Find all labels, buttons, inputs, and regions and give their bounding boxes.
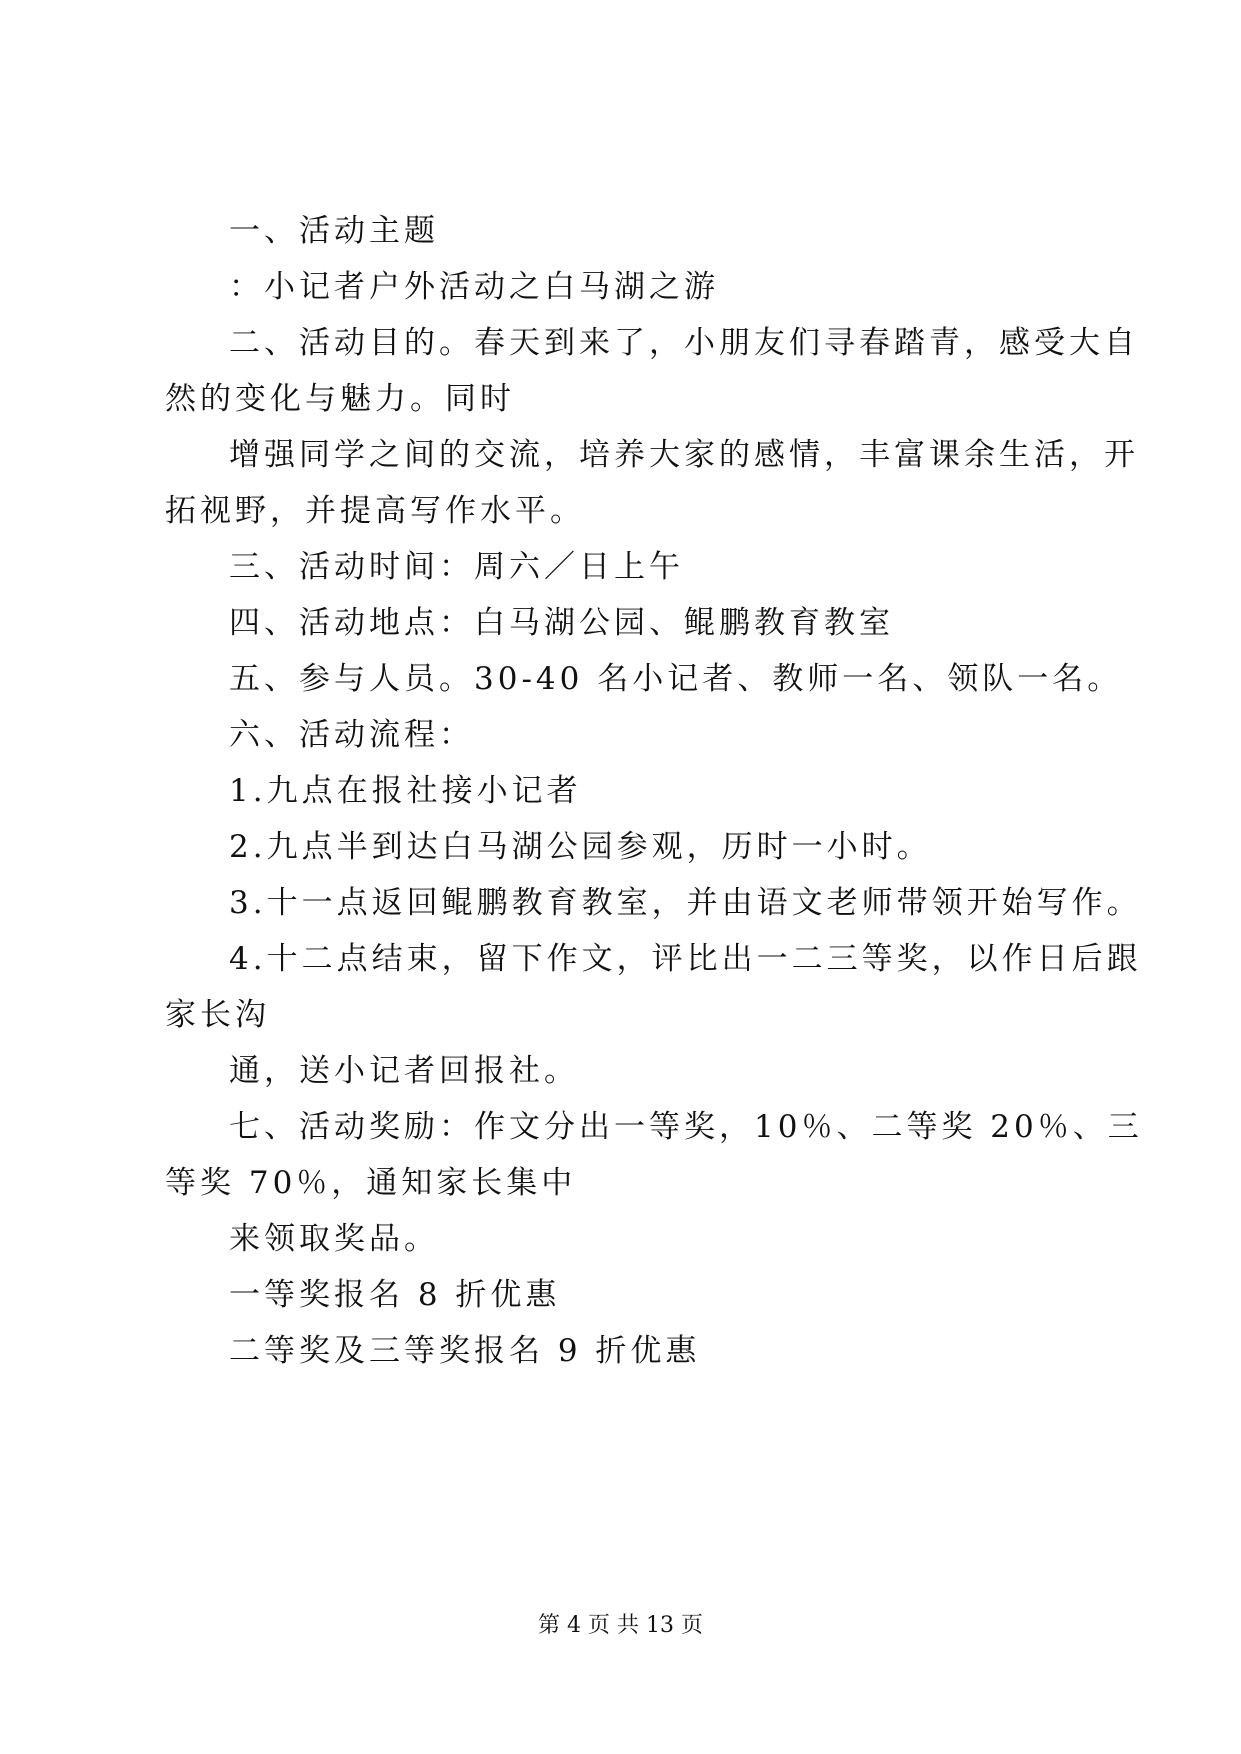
process-step-4-line-2: 家长沟 (165, 997, 270, 1033)
process-step-4-line-1: 4.十二点结束，留下作文，评比出一二三等奖，以作日后跟 (229, 941, 1142, 977)
activity-time: 三、活动时间：周六／日上午 (229, 549, 684, 585)
rewards-line-1: 七、活动奖励：作文分出一等奖，10％、二等奖 20％、三 (229, 1109, 1143, 1145)
process-step-2: 2.九点半到达白马湖公园参观，历时一小时。 (229, 829, 932, 865)
first-prize-discount: 一等奖报名 8 折优惠 (229, 1277, 561, 1313)
section-heading-process: 六、活动流程： (229, 717, 474, 753)
second-third-prize-discount: 二等奖及三等奖报名 9 折优惠 (229, 1333, 701, 1369)
rewards-line-2: 等奖 70％，通知家长集中 (165, 1165, 577, 1201)
purpose-line-1: 二、活动目的。春天到来了，小朋友们寻春踏青，感受大自 (229, 325, 1139, 361)
process-step-1: 1.九点在报社接小记者 (229, 773, 582, 809)
activity-location: 四、活动地点：白马湖公园、鲲鹏教育教室 (229, 605, 894, 641)
purpose-line-4: 拓视野，并提高写作水平。 (165, 493, 585, 529)
rewards-line-3: 来领取奖品。 (229, 1221, 439, 1257)
page-number-footer: 第 4 页 共 13 页 (538, 1613, 703, 1638)
theme-text: ：小记者户外活动之白马湖之游 (229, 269, 719, 305)
participants: 五、参与人员。30-40 名小记者、教师一名、领队一名。 (229, 661, 1123, 697)
purpose-line-3: 增强同学之间的交流，培养大家的感情，丰富课余生活，开 (229, 437, 1139, 473)
process-step-3: 3.十一点返回鲲鹏教育教室，并由语文老师带领开始写作。 (229, 885, 1142, 921)
process-step-4-line-3: 通，送小记者回报社。 (229, 1053, 579, 1089)
section-heading-theme: 一、活动主题 (229, 213, 439, 249)
purpose-line-2: 然的变化与魅力。同时 (165, 381, 515, 417)
